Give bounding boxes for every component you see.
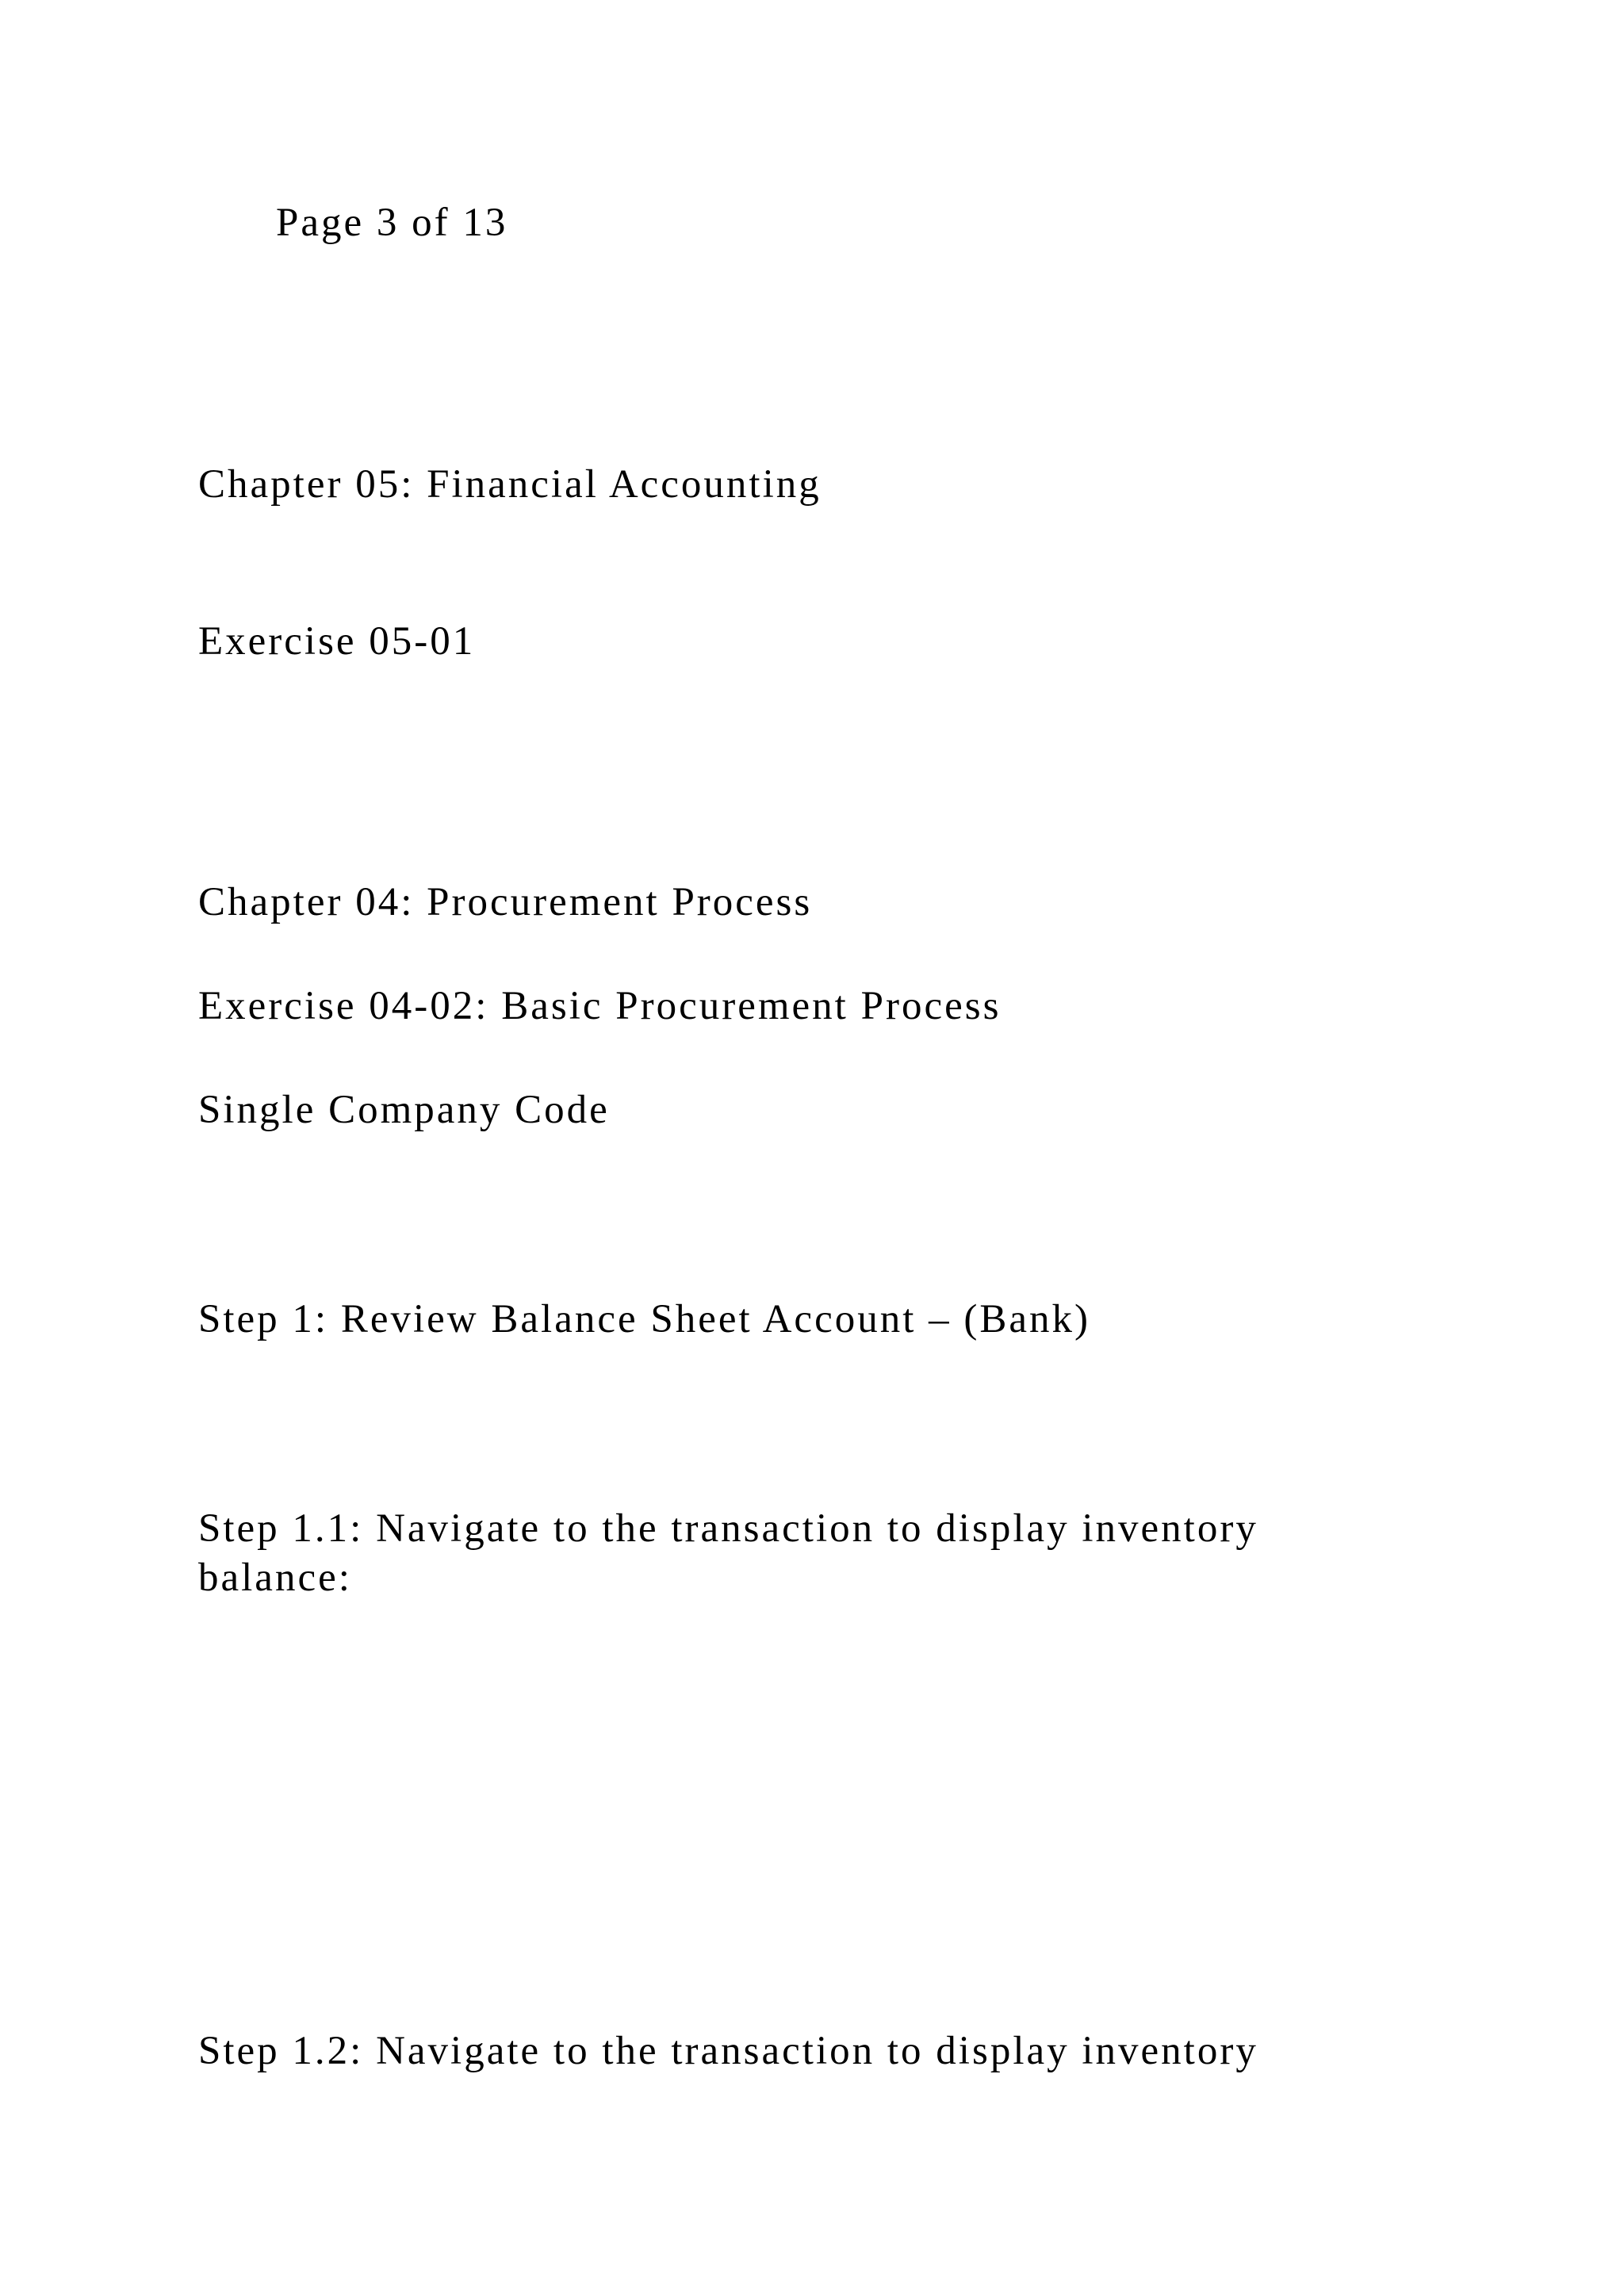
step-1-heading: Step 1: Review Balance Sheet Account – (Bank): [198, 1297, 1090, 1341]
step-1-1-line-1: Step 1.1: Navigate to the transaction to display inventory: [198, 1506, 1258, 1551]
chapter-04-heading: Chapter 04: Procurement Process: [198, 880, 813, 924]
exercise-04-02-heading: Exercise 04-02: Basic Procurement Process: [198, 984, 1002, 1028]
step-1-2-heading: Step 1.2: Navigate to the transaction to display inventory: [198, 2029, 1258, 2073]
step-1-1-line-2: balance:: [198, 1556, 352, 1600]
page-number: Page 3 of 13: [276, 201, 508, 245]
chapter-05-heading: Chapter 05: Financial Accounting: [198, 462, 822, 507]
company-code-label: Single Company Code: [198, 1088, 610, 1132]
exercise-05-01-heading: Exercise 05-01: [198, 619, 476, 664]
